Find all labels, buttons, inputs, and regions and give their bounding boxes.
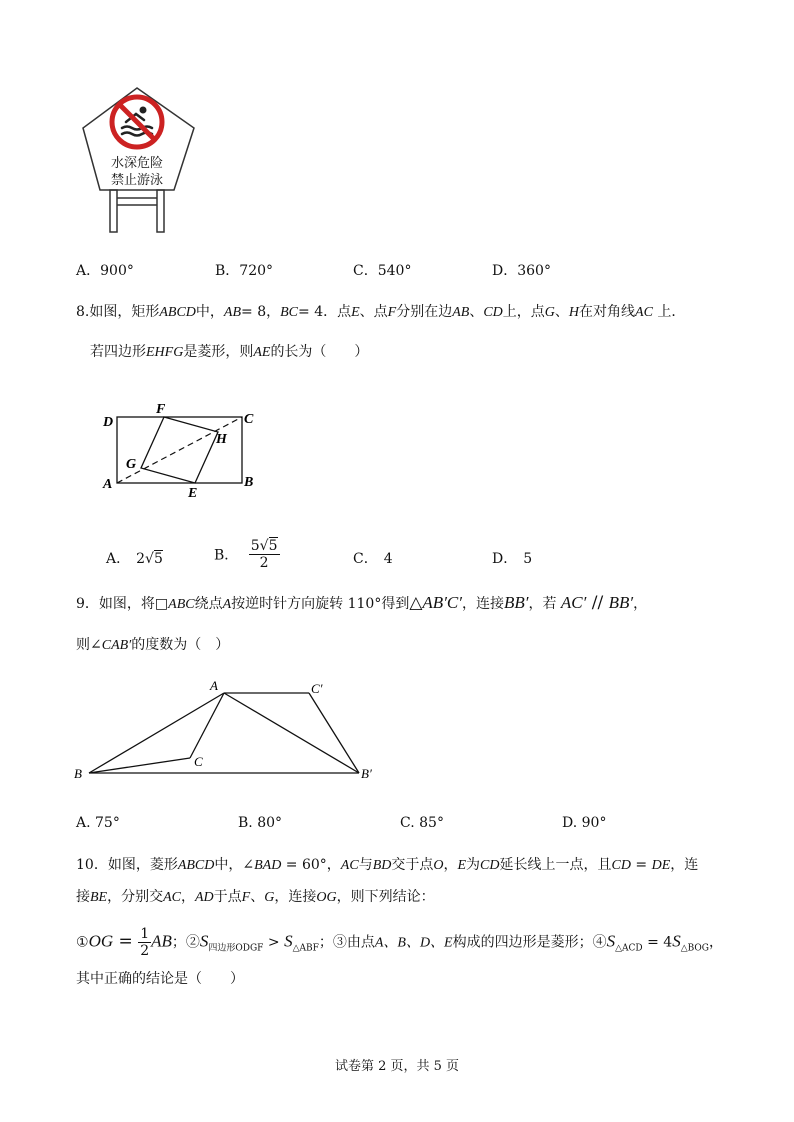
q8-label-e: E — [188, 486, 198, 500]
q10-stem-line1: 10．如图，菱形ABCD中，∠BAD = 60°，AC与BD交于点O，E为CD延长线上一点，且CD = DE，连 — [76, 857, 699, 873]
q9-stem-line1: 9．如图，将□ABC绕点A按逆时针方向旋转 110°得到△AB′C′，连接BB′，若 AC′ // BB′， — [76, 593, 648, 613]
q8-stem-line2: 若四边形EHFG是菱形，则AE的长为（ ） — [90, 344, 369, 360]
q10-stem-line4: 其中正确的结论是（ ） — [76, 971, 244, 987]
q10-conclusions-line: ①OG = $\frac{1}{2}$ AB；$②S_{四边形ODGF} > S_{\triangle ABF}$；③由点A、B、D、E构成的四边形是菱形；$④S_{\triangle ACD} = 4S_{\triangle BOG}$， — [76, 926, 723, 959]
q8-stem-line1: 8.如图，矩形ABCD中，AB= 8，BC= 4．点E、点F分别在边AB、CD上，点G、H在对角线AC 上． — [76, 304, 686, 320]
q9-label-c: C — [194, 754, 203, 769]
q8-label-b: B — [244, 475, 254, 490]
sign-text-line2: 禁止游泳 — [110, 173, 164, 188]
q8-option-a[interactable]: A． 2√5 — [106, 551, 163, 567]
q8-label-d: D — [103, 415, 114, 430]
q8-label-f: F — [156, 402, 166, 417]
q9-label-b: B — [74, 766, 82, 781]
q9-stem-line2: 则∠CAB′的度数为（ ） — [76, 637, 230, 653]
warning-sign-figure — [80, 86, 200, 236]
q8-option-c[interactable]: C． 4 — [353, 551, 393, 567]
sign-text-line1: 水深危险 — [110, 156, 164, 171]
q8-label-h: H — [216, 432, 227, 447]
q8-option-b[interactable]: B． $\frac{5√5}{2}$ — [214, 538, 278, 571]
q9-label-c-prime: C′ — [311, 681, 323, 696]
q9-figure-rotation — [70, 678, 380, 786]
q7-option-c[interactable]: C．540° — [353, 263, 412, 279]
q9-option-d[interactable]: D. 90° — [562, 815, 607, 831]
q9-option-c[interactable]: C. 85° — [400, 815, 444, 831]
page-footer: 试卷第 2 页，共 5 页 — [334, 1059, 460, 1074]
q8-label-g: G — [126, 457, 137, 472]
q8-label-c: C — [244, 412, 254, 427]
q9-label-a: A — [210, 678, 218, 693]
q8-label-a: A — [103, 477, 113, 492]
q8-option-d[interactable]: D． 5 — [492, 551, 533, 567]
q7-option-a[interactable]: A．900° — [76, 263, 134, 279]
q7-option-b[interactable]: B．720° — [215, 263, 274, 279]
q9-label-b-prime: B′ — [361, 766, 372, 781]
q7-option-d[interactable]: D．360° — [492, 263, 551, 279]
q10-stem-line2: 接BE，分别交AC，AD于点F、G，连接OG，则下列结论： — [76, 889, 435, 905]
q8-figure-rectangle — [98, 400, 268, 500]
q9-option-b[interactable]: B. 80° — [238, 815, 283, 831]
q9-option-a[interactable]: A. 75° — [76, 815, 120, 831]
